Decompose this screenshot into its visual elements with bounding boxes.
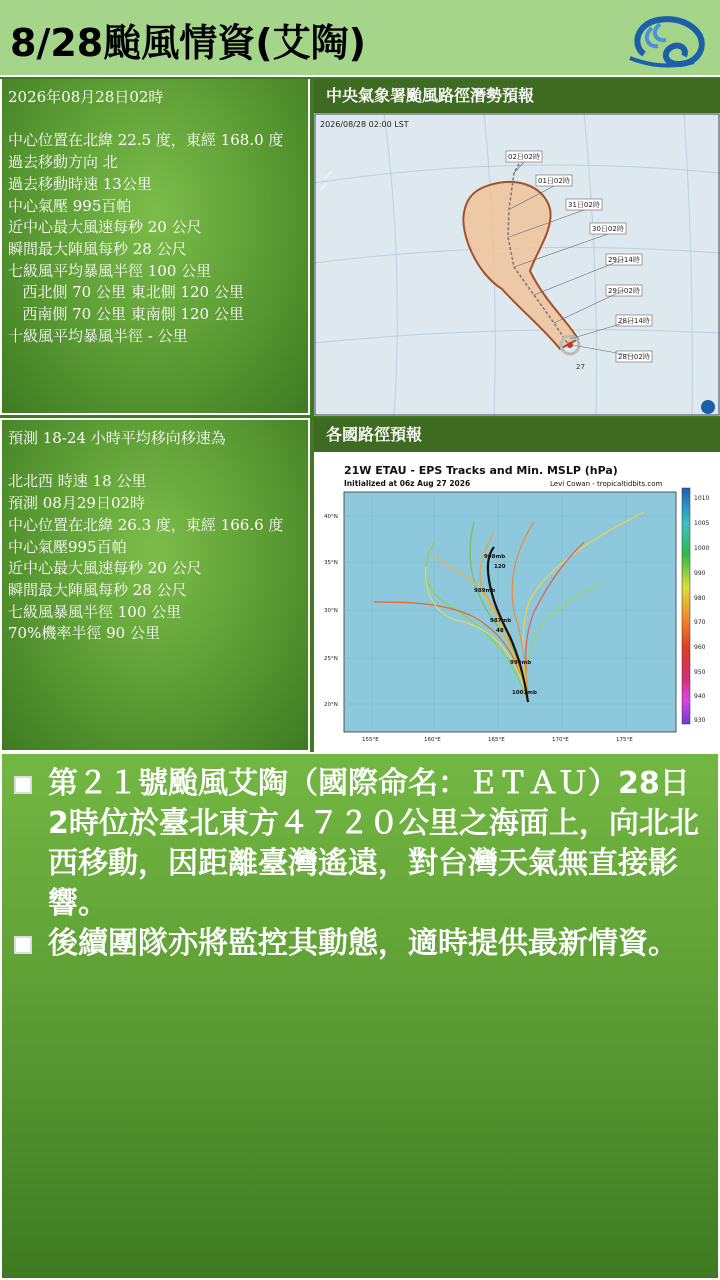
status-line: 中心氣壓 995百帕	[8, 196, 132, 215]
lat-label: 40°N	[324, 514, 338, 520]
eps-chart-title: 21W ETAU - EPS Tracks and Min. MSLP (hPa)	[344, 464, 618, 477]
map-timestamp: 2026/08/28 02:00 LST	[320, 120, 409, 129]
forecast-line: 近中心最大風速每秒 20 公尺	[8, 559, 202, 578]
cwb-track-map	[314, 113, 720, 416]
mean-label: 998mb	[484, 554, 506, 560]
lat-label: 20°N	[324, 702, 338, 708]
summary-text: 後續團隊亦將監控其動態，適時提供最新情資。	[48, 926, 678, 961]
track-label: 01日02時	[538, 177, 570, 185]
bullet-square-icon	[14, 776, 32, 794]
status-line: 過去移動方向 北	[8, 153, 118, 172]
map-corner-logo-icon	[701, 400, 715, 414]
page-title: 8/28颱風情資(艾陶)	[10, 21, 366, 65]
forecast-line: 中心氣壓995百帕	[8, 537, 127, 556]
lat-label: 30°N	[324, 608, 338, 614]
eps-track-chart	[314, 452, 720, 752]
colorbar-label: 970	[694, 619, 706, 626]
cwa-logo-icon	[622, 6, 714, 72]
status-line: 瞬間最大陣風每秒 28 公尺	[8, 239, 187, 258]
summary-bullet	[14, 764, 714, 924]
bullet-square-icon	[14, 936, 32, 954]
cwb-forecast-header: 中央氣象署颱風路徑潛勢預報	[314, 79, 720, 113]
status-line: 中心位置在北緯 22.5 度，東經 168.0 度	[8, 131, 284, 150]
lat-label: 25°N	[324, 656, 338, 662]
status-line: 七級風平均暴風半徑 100 公里	[8, 261, 212, 280]
mean-label: 994mb	[510, 660, 532, 666]
track-label: 31日02時	[568, 201, 600, 209]
forecast-line: 七級風暴風半徑 100 公里	[8, 602, 182, 621]
forecast-panel	[0, 418, 310, 752]
colorbar-label: 980	[694, 595, 706, 602]
lon-label: 175°E	[616, 737, 633, 743]
status-line: 西北側 70 公里 東北側 120 公里	[8, 283, 244, 302]
track-label: 28日02時	[618, 353, 650, 361]
track-label: 29日14時	[608, 256, 640, 264]
colorbar-label: 940	[694, 693, 706, 700]
colorbar-label: 950	[694, 669, 706, 676]
colorbar-label: 1005	[694, 520, 710, 527]
mean-label: 1001mb	[512, 690, 537, 696]
colorbar-label: 960	[694, 644, 706, 651]
colorbar-label: 930	[694, 717, 706, 724]
track-label: 29日02時	[608, 287, 640, 295]
title-bar	[0, 0, 720, 77]
summary-text: 第２１號颱風艾陶（國際命名：ＥＴＡＵ）28日2時位於臺北東方４７２０公里之海面上，向北北西移動，因距離臺灣遙遠，對台灣天氣無直接影響。	[48, 766, 699, 921]
mean-label: 120	[494, 564, 506, 570]
mean-label: 987mb	[490, 618, 512, 624]
summary-panel	[0, 752, 720, 1280]
eps-initialized: Initialized at 06z Aug 27 2026	[344, 479, 471, 488]
eps-credit: Levi Cowan - tropicaltidbits.com	[550, 480, 663, 488]
forecast-line: 預測 08月29日02時	[8, 494, 146, 513]
status-line: 近中心最大風速每秒 20 公尺	[8, 218, 202, 237]
eps-chart-graphic	[314, 452, 720, 752]
track-label: 28日14時	[618, 317, 650, 325]
summary-bullet	[14, 924, 714, 964]
intl-forecast-header: 各國路徑預報	[314, 418, 720, 452]
lon-label: 170°E	[552, 737, 569, 743]
status-line: 過去移動時速 13公里	[8, 174, 152, 193]
map-small-number: 27	[576, 363, 585, 371]
lat-label: 35°N	[324, 560, 338, 566]
lon-label: 155°E	[362, 737, 379, 743]
forecast-heading: 預測 18-24 小時平均移向移速為	[8, 429, 226, 447]
track-label: 30日02時	[592, 225, 624, 233]
forecast-line: 中心位置在北緯 26.3 度，東經 166.6 度	[8, 515, 284, 534]
status-line: 十級風平均暴風半徑 - 公里	[8, 326, 188, 345]
current-status-panel	[0, 79, 310, 415]
colorbar-label: 1000	[694, 545, 710, 552]
colorbar-label: 990	[694, 570, 706, 577]
track-label: 02日02時	[508, 153, 540, 161]
pressure-colorbar	[682, 488, 690, 724]
mean-label: 48	[496, 628, 504, 634]
lon-label: 160°E	[424, 737, 441, 743]
status-timestamp: 2026年08月28日02時	[8, 88, 164, 106]
forecast-line: 瞬間最大陣風每秒 28 公尺	[8, 580, 187, 599]
mean-label: 989mb	[474, 588, 496, 594]
status-line: 西南側 70 公里 東南側 120 公里	[8, 305, 244, 324]
cwb-map-graphic	[314, 113, 720, 416]
forecast-line: 北北西 時速 18 公里	[8, 472, 147, 491]
lon-label: 165°E	[488, 737, 505, 743]
colorbar-label: 1010	[694, 495, 710, 502]
forecast-line: 70%機率半徑 90 公里	[8, 624, 160, 643]
